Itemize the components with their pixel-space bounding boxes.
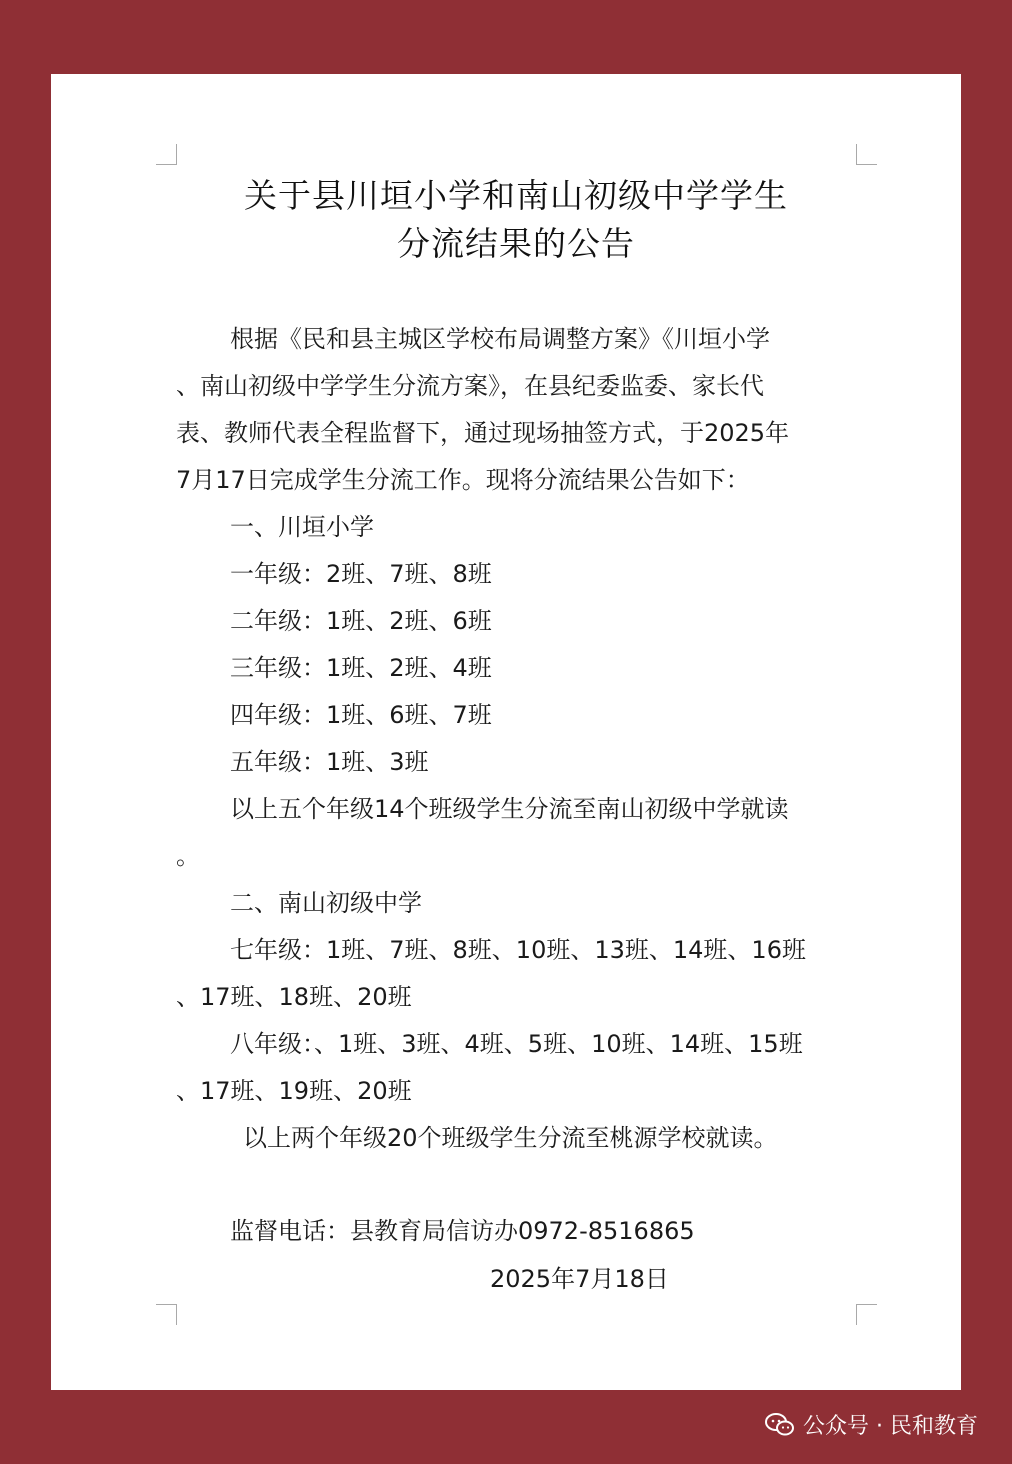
grade-line: 一年级：2班、7班、8班 [230, 560, 492, 588]
section-heading: 二、南山初级中学 [230, 889, 422, 917]
summary-line: 以上两个年级20个班级学生分流至桃源学校就读。 [243, 1124, 778, 1152]
crop-mark-bottom-left [156, 1304, 177, 1325]
grade-line: 五年级：1班、3班 [230, 748, 429, 776]
watermark-text: 公众号 · 民和教育 [803, 1414, 978, 1439]
summary-line: 。 [176, 842, 200, 870]
grade-line: 、17班、19班、20班 [176, 1077, 412, 1105]
grade-line: 四年级：1班、6班、7班 [230, 701, 492, 729]
document-page [51, 74, 961, 1390]
grade-line: 二年级：1班、2班、6班 [230, 607, 492, 635]
crop-mark-bottom-right [856, 1304, 877, 1325]
notice-date: 2025年7月18日 [490, 1265, 669, 1293]
grade-line: 八年级：、1班、3班、4班、5班、10班、14班、15班 [230, 1030, 803, 1058]
supervision-phone: 监督电话：县教育局信访办0972-8516865 [230, 1217, 695, 1245]
summary-line: 以上五个年级14个班级学生分流至南山初级中学就读 [230, 795, 789, 823]
grade-line: 七年级：1班、7班、8班、10班、13班、14班、16班 [230, 936, 806, 964]
grade-line: 、17班、18班、20班 [176, 983, 412, 1011]
watermark [765, 1409, 978, 1440]
grade-line: 三年级：1班、2班、4班 [230, 654, 492, 682]
body-line: 根据《民和县主城区学校布局调整方案》《川垣小学 [230, 325, 770, 353]
notice-title-line-2: 分流结果的公告 [397, 224, 635, 263]
body-line: 表、教师代表全程监督下，通过现场抽签方式，于2025年 [176, 419, 790, 447]
crop-mark-top-left [156, 144, 177, 165]
wechat-icon [765, 1412, 795, 1438]
body-line: 7月17日完成学生分流工作。现将分流结果公告如下： [176, 466, 750, 494]
crop-mark-top-right [856, 144, 877, 165]
section-heading: 一、川垣小学 [230, 513, 374, 541]
body-line: 、南山初级中学学生分流方案》，在县纪委监委、家长代 [176, 372, 764, 400]
notice-title-line-1: 关于县川垣小学和南山初级中学学生 [244, 176, 788, 215]
